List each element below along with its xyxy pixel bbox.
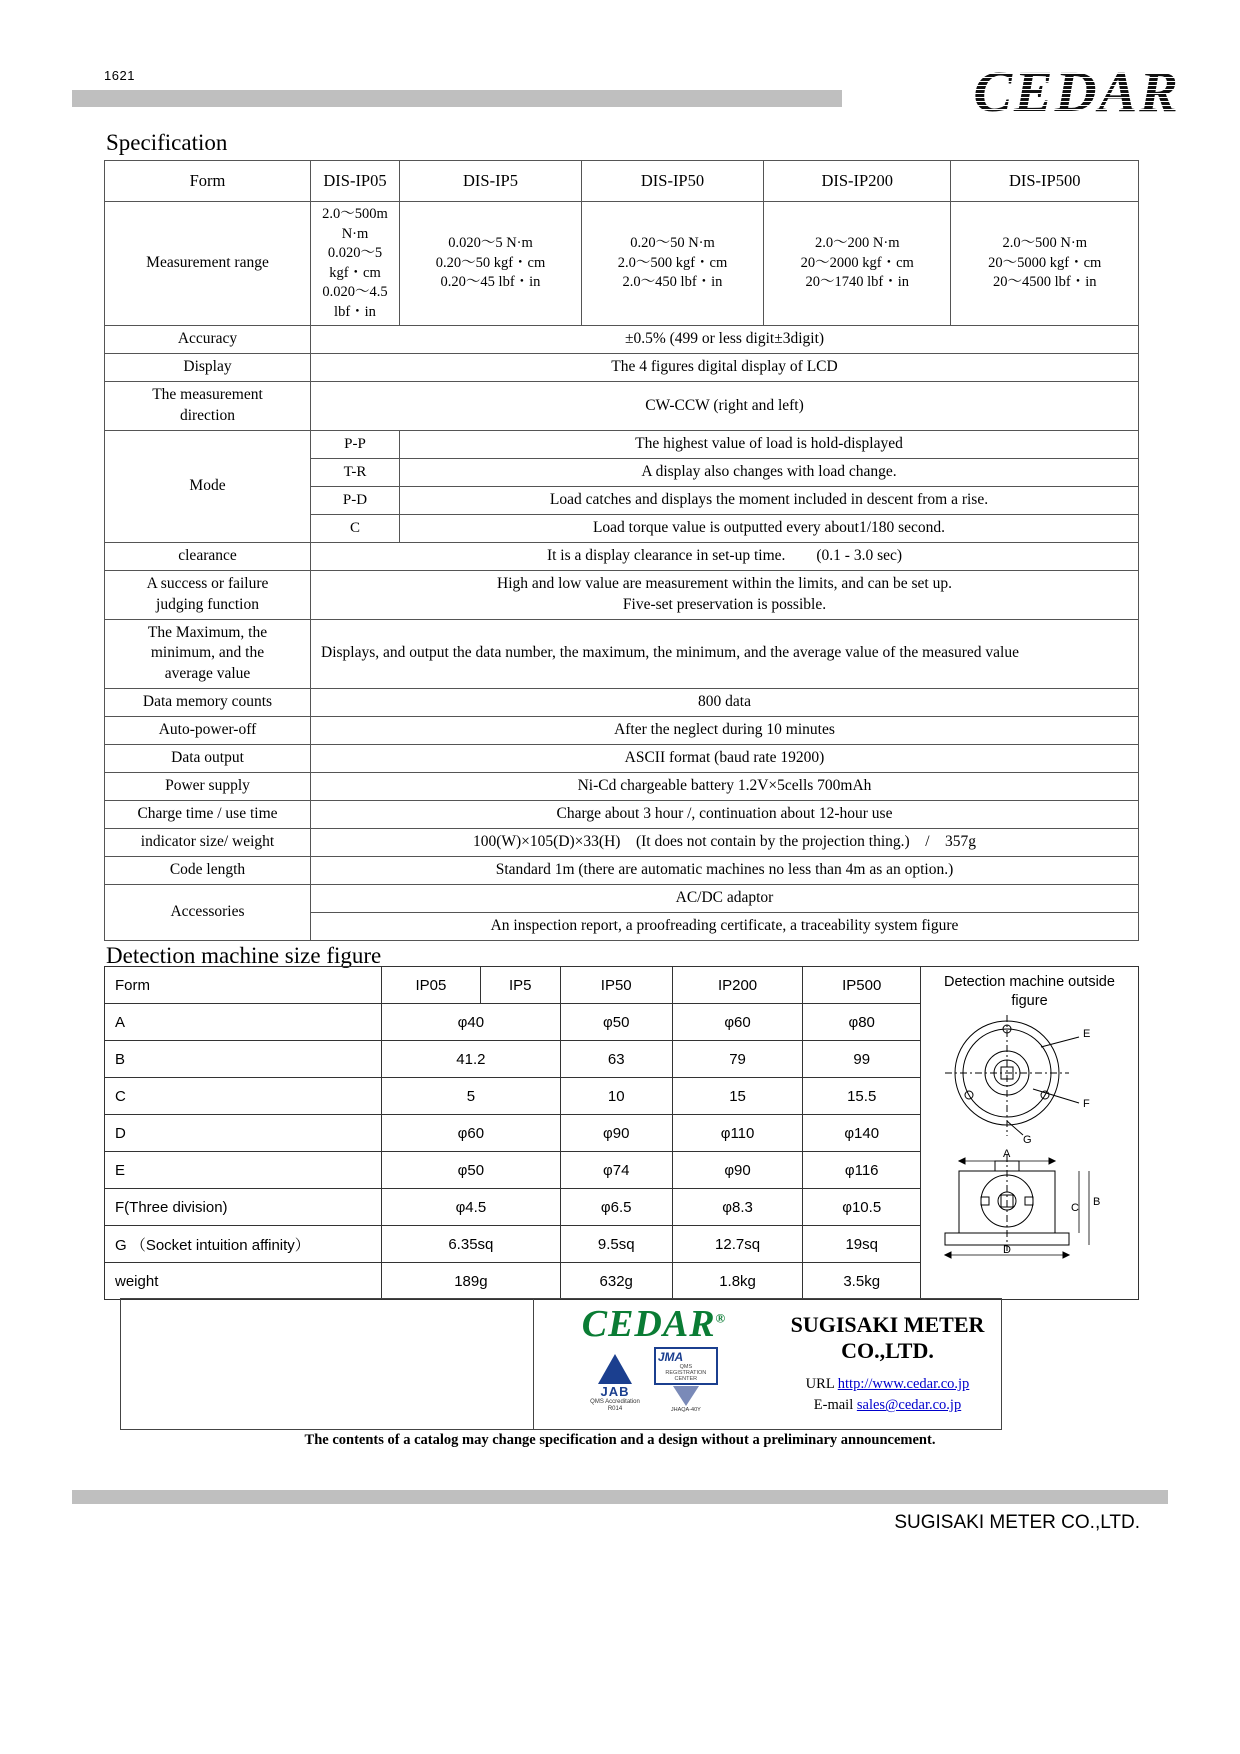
detection-value: 99 bbox=[803, 1041, 921, 1078]
footer-box bbox=[120, 1298, 1002, 1430]
mode-description: A display also changes with load change. bbox=[400, 458, 1139, 486]
mode-row bbox=[105, 431, 1139, 459]
detection-header-row bbox=[105, 967, 1139, 1004]
spec-row-value: Charge about 3 hour /, continuation about 12-hour use bbox=[311, 800, 1139, 828]
header-gray-bar bbox=[72, 90, 842, 107]
detection-row-label: F(Three division) bbox=[105, 1189, 382, 1226]
spec-header-row bbox=[105, 161, 1139, 202]
spec-model-2: DIS-IP50 bbox=[582, 161, 764, 202]
cedar-footer-logo bbox=[582, 1305, 727, 1343]
drawing-label-A: A bbox=[1003, 1147, 1011, 1160]
mode-label: Mode bbox=[105, 431, 311, 543]
detection-value: φ50 bbox=[382, 1152, 561, 1189]
detection-value: φ110 bbox=[672, 1115, 803, 1152]
detection-row-label: G （Socket intuition affinity） bbox=[105, 1226, 382, 1263]
detection-value: 9.5sq bbox=[560, 1226, 672, 1263]
footer-left-blank bbox=[121, 1299, 534, 1429]
detection-value: 189g bbox=[382, 1263, 561, 1300]
email-link[interactable]: sales@cedar.co.jp bbox=[856, 1397, 962, 1414]
email-label: E-mail bbox=[813, 1397, 854, 1414]
detection-col-IP5: IP5 bbox=[480, 967, 560, 1004]
company-name-line1: SUGISAKI METER bbox=[790, 1311, 985, 1337]
spec-row-label: Code length bbox=[105, 856, 311, 884]
footer-logo-area bbox=[534, 1299, 774, 1429]
spec-row-label: Data output bbox=[105, 745, 311, 773]
detection-value: φ40 bbox=[382, 1004, 561, 1041]
spec-row bbox=[105, 619, 1139, 689]
drawing-label-D: D bbox=[1003, 1243, 1011, 1256]
drawing-label-F: F bbox=[1083, 1097, 1090, 1110]
url-link[interactable]: http://www.cedar.co.jp bbox=[837, 1376, 970, 1393]
detection-value: 79 bbox=[672, 1041, 803, 1078]
spec-row-value: High and low value are measurement within the limits, and can be set up. Five-set preservation is possible. bbox=[311, 570, 1139, 619]
detection-value: φ60 bbox=[382, 1115, 561, 1152]
detection-col-IP500: IP500 bbox=[803, 967, 921, 1004]
jma-chevron-icon bbox=[673, 1386, 699, 1406]
spec-model-1: DIS-IP5 bbox=[400, 161, 582, 202]
spec-row-label: A success or failure judging function bbox=[105, 570, 311, 619]
mode-description: The highest value of load is hold-displayed bbox=[400, 431, 1139, 459]
spec-measurement-row bbox=[105, 202, 1139, 326]
detection-value: φ116 bbox=[803, 1152, 921, 1189]
jma-sub2: REGISTRATION bbox=[665, 1370, 707, 1377]
spec-row-value: 100(W)×105(D)×33(H) (It does not contain by the projection thing.) / 357g bbox=[311, 828, 1139, 856]
jab-label: JAB bbox=[600, 1384, 630, 1400]
spec-row bbox=[105, 542, 1139, 570]
detection-value: 6.35sq bbox=[382, 1226, 561, 1263]
mode-code: C bbox=[311, 514, 400, 542]
certification-badges bbox=[590, 1347, 718, 1413]
detection-value: φ4.5 bbox=[382, 1189, 561, 1226]
accessory-item: An inspection report, a proofreading certificate, a traceability system figure bbox=[311, 912, 1139, 940]
spec-model-3: DIS-IP200 bbox=[764, 161, 951, 202]
spec-row bbox=[105, 354, 1139, 382]
cedar-footer-logo-text: CEDAR bbox=[581, 1303, 716, 1345]
detection-row-label: B bbox=[105, 1041, 382, 1078]
page-number: 1621 bbox=[104, 68, 135, 83]
spec-row-label: Accuracy bbox=[105, 326, 311, 354]
jma-footnote: JHAQA-40Y bbox=[670, 1407, 701, 1414]
spec-row bbox=[105, 689, 1139, 717]
mode-description: Load torque value is outputted every about1/180 second. bbox=[400, 514, 1139, 542]
spec-row bbox=[105, 773, 1139, 801]
contact-info bbox=[806, 1374, 970, 1416]
cedar-brand-logo: CEDAR bbox=[973, 59, 1180, 124]
spec-row-value: ASCII format (baud rate 19200) bbox=[311, 745, 1139, 773]
drawing-label-C: C bbox=[1071, 1201, 1079, 1214]
measurement-range-2: 0.20～50 N·m 2.0～500 kgf・cm 2.0～450 lbf・in bbox=[582, 202, 764, 326]
spec-row bbox=[105, 570, 1139, 619]
spec-model-0: DIS-IP05 bbox=[311, 161, 400, 202]
spec-model-4: DIS-IP500 bbox=[951, 161, 1139, 202]
specification-table bbox=[104, 160, 1139, 941]
spec-row-value: 800 data bbox=[311, 689, 1139, 717]
url-label: URL bbox=[805, 1376, 835, 1393]
drawing-label-B: B bbox=[1093, 1195, 1101, 1208]
accessories-row bbox=[105, 884, 1139, 912]
detection-value: φ74 bbox=[560, 1152, 672, 1189]
detection-value: φ60 bbox=[672, 1004, 803, 1041]
footer-company-area bbox=[774, 1299, 1001, 1429]
spec-row-label: Data memory counts bbox=[105, 689, 311, 717]
spec-row-value: ±0.5% (499 or less digit±3digit) bbox=[311, 326, 1139, 354]
company-name bbox=[791, 1312, 985, 1365]
detection-value: 12.7sq bbox=[672, 1226, 803, 1263]
spec-row bbox=[105, 800, 1139, 828]
spec-row-label: indicator size/ weight bbox=[105, 828, 311, 856]
disclaimer-text: The contents of a catalog may change specification and a design without a preliminary announcement. bbox=[304, 1432, 936, 1448]
detection-col-IP50: IP50 bbox=[560, 967, 672, 1004]
detection-value: 15.5 bbox=[803, 1078, 921, 1115]
detection-col-IP05: IP05 bbox=[382, 967, 481, 1004]
detection-value: φ90 bbox=[672, 1152, 803, 1189]
spec-row bbox=[105, 717, 1139, 745]
spec-row bbox=[105, 828, 1139, 856]
detection-value: 10 bbox=[560, 1078, 672, 1115]
detection-value: 5 bbox=[382, 1078, 561, 1115]
mode-code: P-D bbox=[311, 486, 400, 514]
jab-triangle-icon bbox=[598, 1354, 632, 1384]
detection-value: φ8.3 bbox=[672, 1189, 803, 1226]
jab-sub1: QMS Accreditation bbox=[590, 1399, 640, 1406]
drawing-label-G: G bbox=[1023, 1133, 1032, 1146]
detection-value: 15 bbox=[672, 1078, 803, 1115]
detection-col-IP200: IP200 bbox=[672, 967, 803, 1004]
spec-row-label: The measurement direction bbox=[105, 382, 311, 431]
detection-value: φ140 bbox=[803, 1115, 921, 1152]
jma-box bbox=[654, 1347, 718, 1385]
footer-gray-bar bbox=[72, 1490, 1168, 1504]
url-line bbox=[806, 1374, 970, 1395]
detection-value: 1.8kg bbox=[672, 1263, 803, 1300]
spec-row bbox=[105, 856, 1139, 884]
detection-value: φ90 bbox=[560, 1115, 672, 1152]
drawing-label-E: E bbox=[1083, 1027, 1091, 1040]
spec-row-value: The 4 figures digital display of LCD bbox=[311, 354, 1139, 382]
spec-row-value: Standard 1m (there are automatic machines no less than 4m as an option.) bbox=[311, 856, 1139, 884]
detection-row-label: E bbox=[105, 1152, 382, 1189]
spec-row bbox=[105, 326, 1139, 354]
measurement-range-0: 2.0～500m N·m 0.020～5 kgf・cm 0.020～4.5 lbf・in bbox=[311, 202, 400, 326]
spec-row bbox=[105, 745, 1139, 773]
detection-value: φ80 bbox=[803, 1004, 921, 1041]
email-line bbox=[806, 1395, 970, 1416]
detection-row-label: D bbox=[105, 1115, 382, 1152]
detection-machine-drawing bbox=[937, 1011, 1122, 1271]
jab-badge bbox=[590, 1354, 640, 1413]
spec-row-value: CW-CCW (right and left) bbox=[311, 382, 1139, 431]
jma-sub1: QMS bbox=[679, 1364, 693, 1370]
detection-form-label: Form bbox=[105, 967, 382, 1004]
measurement-range-3: 2.0～200 N·m 20～2000 kgf・cm 20～1740 lbf・in bbox=[764, 202, 951, 326]
spec-row bbox=[105, 382, 1139, 431]
mode-code: P-P bbox=[311, 431, 400, 459]
spec-row-label: The Maximum, the minimum, and the average value bbox=[105, 619, 311, 689]
figure-caption: Detection machine outside figure bbox=[944, 974, 1115, 1009]
mode-code: T-R bbox=[311, 458, 400, 486]
specification-title: Specification bbox=[106, 130, 228, 155]
jma-badge bbox=[654, 1347, 718, 1413]
spec-row-label: Display bbox=[105, 354, 311, 382]
spec-row-label: clearance bbox=[105, 542, 311, 570]
detection-row-label: A bbox=[105, 1004, 382, 1041]
jma-label: JMA bbox=[657, 1350, 684, 1364]
spec-row-label: Power supply bbox=[105, 773, 311, 801]
detection-row-label: weight bbox=[105, 1263, 382, 1300]
footer-company-name: SUGISAKI METER CO.,LTD. bbox=[894, 1512, 1140, 1533]
detection-figure-cell bbox=[921, 967, 1139, 1300]
accessories-label: Accessories bbox=[105, 884, 311, 940]
measurement-range-label: Measurement range bbox=[105, 202, 311, 326]
company-name-line2: CO.,LTD. bbox=[841, 1337, 934, 1363]
detection-value: 632g bbox=[560, 1263, 672, 1300]
detection-value: 41.2 bbox=[382, 1041, 561, 1078]
spec-row-value: Displays, and output the data number, the maximum, the minimum, and the average value of the measured value bbox=[311, 619, 1139, 689]
spec-row-label: Auto-power-off bbox=[105, 717, 311, 745]
measurement-range-4: 2.0～500 N·m 20～5000 kgf・cm 20～4500 lbf・in bbox=[951, 202, 1139, 326]
jma-sub3: CENTER bbox=[674, 1376, 698, 1383]
measurement-range-1: 0.020～5 N·m 0.20～50 kgf・cm 0.20～45 lbf・in bbox=[400, 202, 582, 326]
spec-row-value: It is a display clearance in set-up time. (0.1 - 3.0 sec) bbox=[311, 542, 1139, 570]
detection-value: 19sq bbox=[803, 1226, 921, 1263]
spec-row-value: After the neglect during 10 minutes bbox=[311, 717, 1139, 745]
spec-form-label: Form bbox=[105, 161, 311, 202]
spec-row-value: Ni-Cd chargeable battery 1.2V×5cells 700mAh bbox=[311, 773, 1139, 801]
detection-size-table bbox=[104, 966, 1139, 1300]
detection-value: φ50 bbox=[560, 1004, 672, 1041]
detection-row-label: C bbox=[105, 1078, 382, 1115]
registered-mark-icon: ® bbox=[715, 1310, 727, 1326]
detection-value: 63 bbox=[560, 1041, 672, 1078]
accessory-item: AC/DC adaptor bbox=[311, 884, 1139, 912]
spec-row-label: Charge time / use time bbox=[105, 800, 311, 828]
detection-value: φ10.5 bbox=[803, 1189, 921, 1226]
detection-value: 3.5kg bbox=[803, 1263, 921, 1300]
jab-sub2: R014 bbox=[607, 1406, 623, 1413]
detection-value: φ6.5 bbox=[560, 1189, 672, 1226]
detection-size-title: Detection machine size figure bbox=[106, 943, 382, 968]
mode-description: Load catches and displays the moment included in descent from a rise. bbox=[400, 486, 1139, 514]
